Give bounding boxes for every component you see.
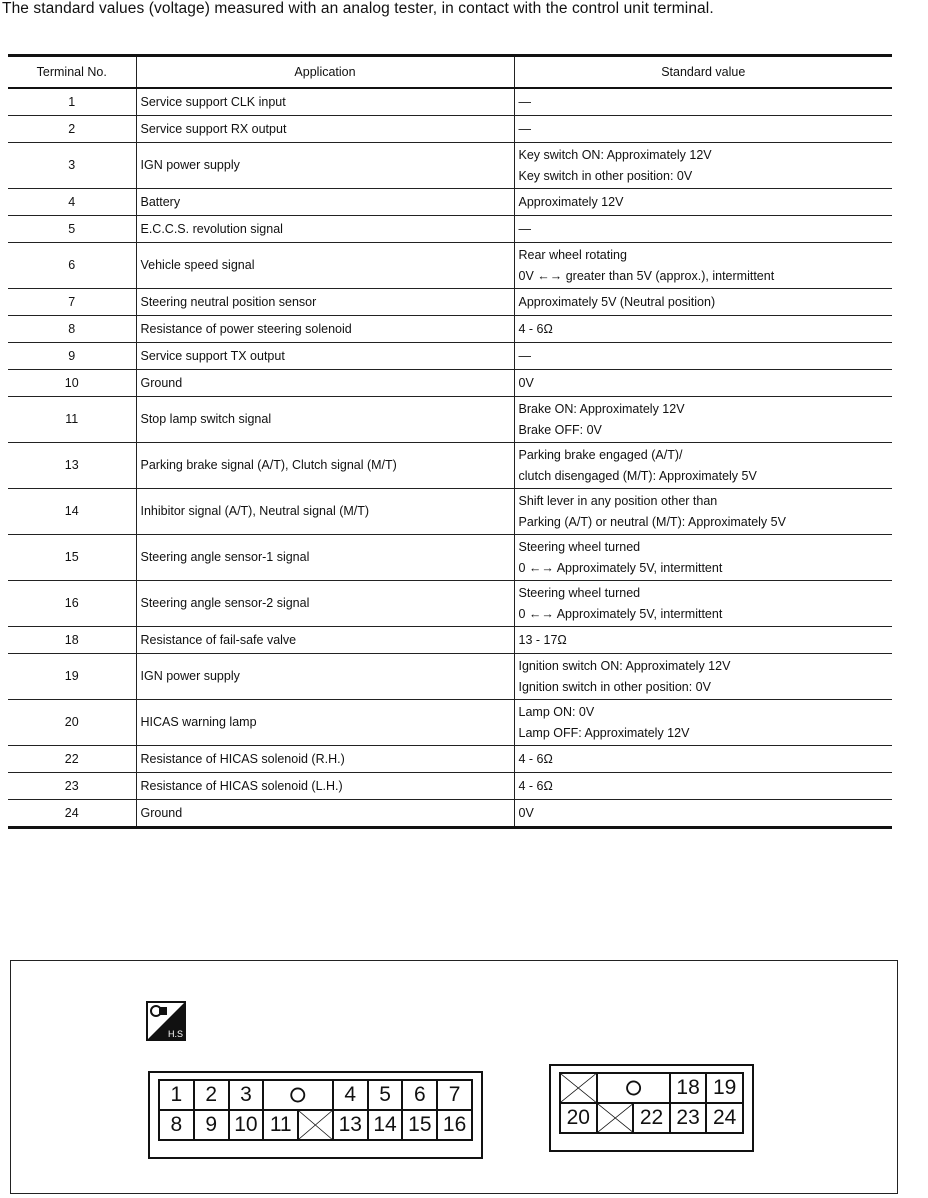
connector-pin-20: 20: [561, 1104, 598, 1134]
application-cell: Steering angle sensor-2 signal: [136, 581, 514, 627]
terminal-number-cell: 2: [8, 116, 136, 143]
standard-value-cell: [514, 343, 892, 370]
standard-value-line: 0V: [518, 375, 534, 390]
terminal-number-cell: 4: [8, 189, 136, 216]
header-application: Application: [136, 56, 514, 89]
terminal-number-cell: 22: [8, 746, 136, 773]
standard-value-cell: [514, 189, 892, 216]
header-standard-value: Standard value: [514, 56, 892, 89]
connector-pin-11: 11: [264, 1111, 299, 1141]
standard-value-line: —: [518, 121, 531, 136]
standard-value-line: 0 ←→ Approximately 5V, intermittent: [518, 606, 723, 621]
table-row: [8, 189, 892, 216]
table-row: [8, 343, 892, 370]
table-row: [8, 654, 892, 700]
standard-value-line: Shift lever in any position other than: [518, 493, 718, 508]
connector-pin-9: 9: [195, 1111, 230, 1141]
connector-pin-4: 4: [334, 1081, 369, 1111]
application-cell: Resistance of HICAS solenoid (L.H.): [136, 773, 514, 800]
standard-value-line: Ignition switch in other position: 0V: [518, 679, 711, 694]
application-cell: Ground: [136, 370, 514, 397]
connector-left-grid: [158, 1079, 473, 1141]
table-row: [8, 800, 892, 828]
table-row: [8, 289, 892, 316]
standard-value-cell: [514, 289, 892, 316]
standard-value-cell: [514, 443, 892, 489]
application-cell: Stop lamp switch signal: [136, 397, 514, 443]
terminal-number-cell: 15: [8, 535, 136, 581]
standard-value-cell: [514, 581, 892, 627]
standard-value-line: Key switch in other position: 0V: [518, 168, 693, 183]
terminal-number-cell: 11: [8, 397, 136, 443]
standard-value-cell: [514, 216, 892, 243]
standard-value-line: Parking brake engaged (A/T)/: [518, 447, 683, 462]
header-terminal-no: Terminal No.: [8, 56, 136, 89]
application-cell: HICAS warning lamp: [136, 700, 514, 746]
standard-value-cell: [514, 316, 892, 343]
connector-empty-cell: [598, 1104, 635, 1134]
terminal-number-cell: 24: [8, 800, 136, 828]
table-row: [8, 700, 892, 746]
table-body: [8, 88, 892, 828]
connector-diagram: [10, 960, 898, 1194]
standard-value-line: Brake OFF: 0V: [518, 422, 602, 437]
application-cell: Resistance of power steering solenoid: [136, 316, 514, 343]
connector-pin-6: 6: [403, 1081, 438, 1111]
circle-icon: [598, 1074, 669, 1102]
standard-value-line: 13 - 17Ω: [518, 632, 567, 647]
connector-right-grid: [559, 1072, 744, 1134]
table-row: [8, 88, 892, 116]
table-row: [8, 746, 892, 773]
cross-mark-icon: [299, 1111, 332, 1139]
standard-value-cell: [514, 627, 892, 654]
terminal-number-cell: 10: [8, 370, 136, 397]
circle-icon: [264, 1081, 332, 1109]
table-row: [8, 216, 892, 243]
table-row: [8, 535, 892, 581]
application-cell: Service support CLK input: [136, 88, 514, 116]
table-row: [8, 489, 892, 535]
terminal-number-cell: 7: [8, 289, 136, 316]
application-cell: Resistance of fail-safe valve: [136, 627, 514, 654]
standard-value-cell: [514, 535, 892, 581]
standard-value-cell: [514, 800, 892, 828]
application-cell: Parking brake signal (A/T), Clutch signal (M/T): [136, 443, 514, 489]
terminal-number-cell: 18: [8, 627, 136, 654]
connector-pin-24: 24: [707, 1104, 744, 1134]
table-row: [8, 243, 892, 289]
table-row: [8, 397, 892, 443]
connector-pin-10: 10: [230, 1111, 265, 1141]
application-cell: Resistance of HICAS solenoid (R.H.): [136, 746, 514, 773]
connector-right: [549, 1064, 754, 1152]
terminal-number-cell: 23: [8, 773, 136, 800]
table-row: [8, 581, 892, 627]
standard-value-line: Steering wheel turned: [518, 585, 641, 600]
standard-value-line: Parking (A/T) or neutral (M/T): Approximately 5V: [518, 514, 786, 529]
connector-pin-14: 14: [369, 1111, 404, 1141]
connector-pin-19: 19: [707, 1074, 744, 1104]
standard-value-line: Steering wheel turned: [518, 539, 641, 554]
application-cell: Ground: [136, 800, 514, 828]
table-row: [8, 143, 892, 189]
standard-value-line: Brake ON: Approximately 12V: [518, 401, 685, 416]
application-cell: Vehicle speed signal: [136, 243, 514, 289]
table-header-row: [8, 56, 892, 89]
connector-pin-23: 23: [671, 1104, 708, 1134]
standard-value-line: clutch disengaged (M/T): Approximately 5V: [518, 468, 757, 483]
standard-value-cell: [514, 700, 892, 746]
connector-pin-5: 5: [369, 1081, 404, 1111]
standard-value-cell: [514, 88, 892, 116]
application-cell: Service support TX output: [136, 343, 514, 370]
standard-value-line: 4 - 6Ω: [518, 778, 553, 793]
standard-value-cell: [514, 243, 892, 289]
standard-value-cell: [514, 143, 892, 189]
application-cell: Steering neutral position sensor: [136, 289, 514, 316]
standard-value-cell: [514, 489, 892, 535]
standard-value-line: Ignition switch ON: Approximately 12V: [518, 658, 731, 673]
terminal-number-cell: 5: [8, 216, 136, 243]
connector-left: [148, 1071, 483, 1159]
standard-value-line: Approximately 5V (Neutral position): [518, 294, 716, 309]
standard-value-line: Rear wheel rotating: [518, 247, 627, 262]
standard-value-line: Approximately 12V: [518, 194, 624, 209]
cross-mark-icon: [561, 1074, 596, 1102]
connector-pin-13: 13: [334, 1111, 369, 1141]
standard-value-line: 0V ←→ greater than 5V (approx.), intermittent: [518, 268, 775, 283]
table-row: [8, 627, 892, 654]
application-cell: Inhibitor signal (A/T), Neutral signal (M/T): [136, 489, 514, 535]
standard-value-line: —: [518, 221, 531, 236]
terminal-number-cell: 8: [8, 316, 136, 343]
standard-value-line: —: [518, 94, 531, 109]
connector-pin-15: 15: [403, 1111, 438, 1141]
terminal-number-cell: 19: [8, 654, 136, 700]
application-cell: IGN power supply: [136, 654, 514, 700]
terminal-number-cell: 1: [8, 88, 136, 116]
standard-value-line: 0V: [518, 805, 534, 820]
standard-value-cell: [514, 370, 892, 397]
terminal-spec-table: [8, 54, 892, 829]
table-row: [8, 370, 892, 397]
terminal-number-cell: 3: [8, 143, 136, 189]
application-cell: Steering angle sensor-1 signal: [136, 535, 514, 581]
standard-value-line: 4 - 6Ω: [518, 321, 553, 336]
application-cell: IGN power supply: [136, 143, 514, 189]
connector-guide-circle-icon: [598, 1074, 671, 1104]
connector-pin-2: 2: [195, 1081, 230, 1111]
terminal-number-cell: 9: [8, 343, 136, 370]
cross-mark-icon: [598, 1104, 633, 1132]
connector-pin-3: 3: [230, 1081, 265, 1111]
intro-text: The standard values (voltage) measured with an analog tester, in contact with the control unit terminal.: [2, 0, 714, 17]
connector-pin-18: 18: [671, 1074, 708, 1104]
standard-value-cell: [514, 773, 892, 800]
terminal-number-cell: 13: [8, 443, 136, 489]
application-cell: Battery: [136, 189, 514, 216]
harness-side-label: H.S: [167, 1029, 183, 1039]
connector-pin-7: 7: [438, 1081, 473, 1111]
connector-pin-22: 22: [634, 1104, 671, 1134]
standard-value-line: —: [518, 348, 531, 363]
standard-value-cell: [514, 116, 892, 143]
standard-value-line: 0 ←→ Approximately 5V, intermittent: [518, 560, 723, 575]
harness-side-icon: [146, 1001, 186, 1041]
table-row: [8, 316, 892, 343]
application-cell: Service support RX output: [136, 116, 514, 143]
connector-pin-8: 8: [160, 1111, 195, 1141]
standard-value-cell: [514, 746, 892, 773]
connector-pin-1: 1: [160, 1081, 195, 1111]
connector-empty-cell: [561, 1074, 598, 1104]
connector-pin-16: 16: [438, 1111, 473, 1141]
terminal-number-cell: 20: [8, 700, 136, 746]
standard-value-line: 4 - 6Ω: [518, 751, 553, 766]
table-row: [8, 116, 892, 143]
standard-value-line: Lamp OFF: Approximately 12V: [518, 725, 690, 740]
standard-value-line: Lamp ON: 0V: [518, 704, 595, 719]
table-row: [8, 773, 892, 800]
standard-value-cell: [514, 397, 892, 443]
terminal-number-cell: 14: [8, 489, 136, 535]
table-row: [8, 443, 892, 489]
connector-guide-circle-icon: [264, 1081, 334, 1111]
terminal-number-cell: 16: [8, 581, 136, 627]
application-cell: E.C.C.S. revolution signal: [136, 216, 514, 243]
standard-value-cell: [514, 654, 892, 700]
connector-empty-cell: [299, 1111, 334, 1141]
standard-value-line: Key switch ON: Approximately 12V: [518, 147, 712, 162]
terminal-number-cell: 6: [8, 243, 136, 289]
